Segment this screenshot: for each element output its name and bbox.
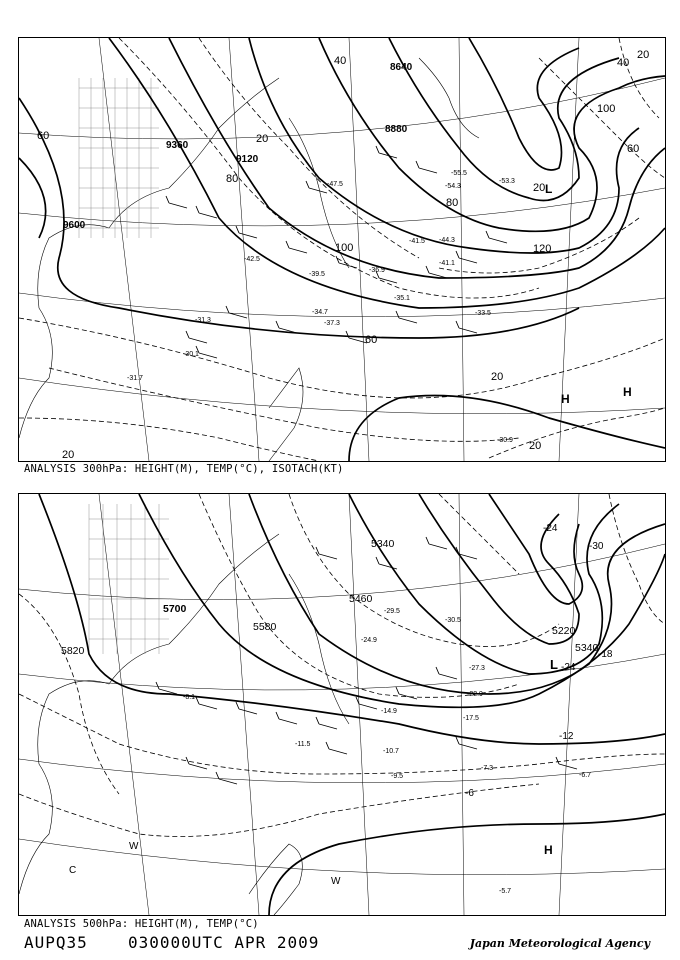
agency-credit: Japan Meteorological Agency (469, 937, 650, 950)
isotherm-label: -30 (589, 541, 604, 552)
coastline (19, 534, 349, 915)
temp-label: -35.1 (394, 295, 410, 302)
temp-label: -11.5 (295, 741, 311, 748)
isotach-label: 40 (617, 57, 630, 69)
temp-label: -10.7 (383, 748, 399, 755)
temp-label: -9.5 (391, 773, 404, 780)
high-center-label: H (561, 392, 570, 406)
isotherm-label: -24 (561, 662, 576, 673)
height-label: 9120 (236, 154, 259, 165)
isotach-label: 20 (256, 133, 269, 145)
height-labels (63, 62, 413, 231)
isotach-label: 60 (365, 334, 378, 346)
hatch-area (79, 78, 159, 238)
isotach-label: 20 (637, 49, 650, 61)
temp-label: -30.9 (497, 437, 513, 444)
temp-label: -42.5 (244, 256, 260, 263)
isotach-label: 20 (491, 371, 504, 383)
map-panel-300hpa (18, 37, 666, 462)
isotach-label: 120 (533, 243, 552, 255)
high-center-label: H (623, 385, 632, 399)
temp-label: -47.5 (327, 181, 343, 188)
panel-caption-300hpa: ANALYSIS 300hPa: HEIGHT(M), TEMP(°C), ISOTACH(KT) (24, 463, 344, 475)
height-label: 8880 (385, 124, 408, 135)
temp-label: -33.5 (475, 310, 491, 317)
temp-label: -54.3 (445, 183, 461, 190)
height-label: 5220 (552, 625, 576, 637)
isotach-label: 60 (37, 130, 50, 142)
isotach-label: 40 (334, 55, 347, 67)
panel-caption-500hpa: ANALYSIS 500hPa: HEIGHT(M), TEMP(°C) (24, 918, 259, 930)
height-label: 5820 (61, 645, 85, 657)
temp-label: -17.5 (463, 715, 479, 722)
temp-label: -31.3 (195, 317, 211, 324)
temp-label: -31.7 (127, 375, 143, 382)
low-center-label: L (545, 182, 553, 196)
temp-label: -55.5 (451, 170, 467, 177)
cold-center-label: C (69, 865, 77, 876)
temperature-labels (183, 608, 591, 895)
isotherm-label: -12 (559, 731, 574, 742)
height-label: 9600 (63, 220, 86, 231)
temp-label: -24.9 (361, 637, 377, 644)
temp-label: -41.5 (409, 238, 425, 245)
wind-barbs (156, 537, 577, 784)
high-center-label: H (544, 843, 553, 857)
temp-label: -44.3 (439, 237, 455, 244)
isotherm-label: -18 (598, 649, 613, 660)
height-label: 8640 (390, 62, 413, 73)
isotach-label: 20 (529, 440, 542, 452)
height-label: 5580 (253, 621, 277, 633)
isotach-label: 20 (62, 449, 75, 461)
temp-label: -30.5 (445, 617, 461, 624)
temp-label: -39.5 (309, 271, 325, 278)
temp-label: -14.9 (381, 708, 397, 715)
map-500hpa-svg (19, 494, 665, 915)
height-label: 5340 (371, 538, 395, 550)
height-label: 5700 (163, 603, 187, 615)
hatch-area (89, 504, 169, 654)
temp-label: -7.3 (481, 765, 494, 772)
temp-label: -22.9 (467, 691, 483, 698)
chart-valid-time: 030000UTC APR 2009 (128, 933, 320, 952)
warm-center-label: W (331, 876, 341, 887)
temp-label: -30.1 (183, 351, 199, 358)
temp-label: -8.1 (183, 694, 196, 701)
isotherm-label: -6 (465, 788, 474, 799)
isotach-label: 100 (335, 242, 354, 254)
isotach-label: 80 (446, 197, 459, 209)
temp-label: -34.7 (312, 309, 328, 316)
map-300hpa-svg (19, 38, 665, 461)
height-label: 9360 (166, 140, 189, 151)
temp-label: -53.3 (499, 178, 515, 185)
temp-label: -37.3 (324, 320, 340, 327)
height-label: 5460 (349, 593, 373, 605)
temp-label: -36.9 (369, 267, 385, 274)
warm-center-label: W (129, 841, 139, 852)
graticule (19, 494, 665, 915)
isotach-label: 60 (627, 143, 640, 155)
map-panel-500hpa (18, 493, 666, 916)
temp-label: -41.1 (439, 260, 455, 267)
temp-label: -5.7 (499, 888, 512, 895)
isotherm-label: -24 (543, 523, 558, 534)
isotach-label: 20 (533, 182, 546, 194)
isotach-label: 100 (597, 103, 616, 115)
isotach-label: 80 (226, 173, 239, 185)
temp-label: -6.7 (579, 772, 592, 779)
temp-label: -29.5 (384, 608, 400, 615)
chart-id: AUPQ35 (24, 933, 88, 952)
height-label: 5340 (575, 642, 599, 654)
temp-label: -27.3 (469, 665, 485, 672)
low-center-label: L (550, 657, 558, 672)
